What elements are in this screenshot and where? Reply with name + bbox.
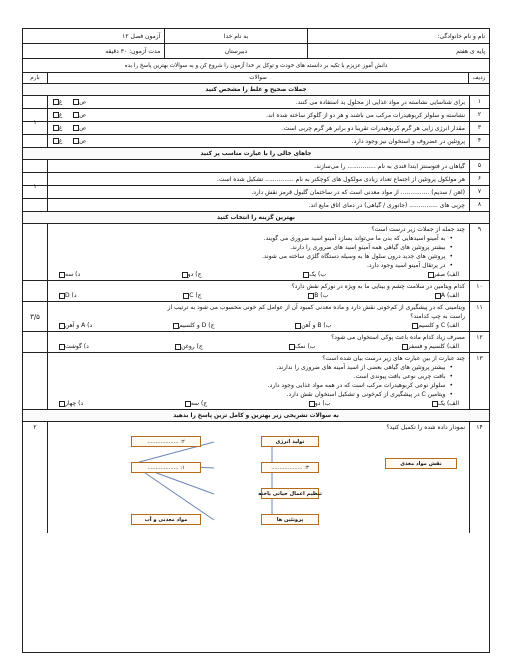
choice[interactable]: الف) صفر [427, 270, 459, 279]
fill-row [23, 199, 489, 212]
question-number: ۶ [469, 173, 489, 185]
question-number: ۱۲ [469, 332, 489, 352]
duration-label: مدت آزمون: ۳۰ دقیقه [105, 47, 161, 55]
tf-options [52, 112, 86, 119]
mc-score: ۳/۵ [30, 313, 40, 321]
bullet-item: • سلولز نوعی کربوهیدرات مرکب است که در همه مواد غذایی وجود دارد. [52, 381, 465, 390]
question-number: ۱۴ [469, 422, 489, 533]
tf-options [52, 125, 86, 132]
bullet-item: • بیشتر پروتئین های گیاهی بعضی از اسید آمینه های ضروری را ندارند. [52, 363, 465, 372]
question-number: ۵ [469, 160, 489, 172]
question-number: ۷ [469, 186, 489, 198]
choice[interactable]: ج) سه [184, 399, 207, 408]
question-stem: چند عبارت از بین عبارت های زیر درست بیان شده است؟ [322, 355, 465, 362]
header-row-1 [23, 29, 489, 44]
tf-score: ۱ [33, 118, 37, 126]
false-option[interactable]: غ [52, 138, 62, 145]
tf-text: نشاسته و سلولز کربوهیدرات مرکب می باشند و هر دو از گلوکز ساخته شده اند. [266, 111, 465, 119]
bullet-item: • پروتئین های جدید درون سلول ها به وسیله دستگاه گلژی ساخته می شوند. [52, 252, 465, 261]
tf-text: مقدار انرژی زایی هر گرم کربوهیدرات تقریبا دو برابر هر گرم چربی است. [281, 124, 465, 132]
false-option[interactable]: غ [52, 112, 62, 119]
tf-row [23, 122, 489, 135]
choice[interactable]: د) D [58, 291, 77, 300]
diagram-blank[interactable]: ۳: ................... [261, 462, 319, 473]
fill-text[interactable]: گیاهان در فتوسنتز ابتدا قندی به نام ............... را می‌سازند. [314, 162, 465, 170]
fill-row [23, 160, 489, 173]
false-option[interactable]: غ [52, 125, 62, 132]
choice[interactable]: د) A و آهن [58, 321, 92, 330]
diagram-node: تولید انرژی [261, 436, 319, 447]
question-number: ۱۳ [469, 353, 489, 409]
section-true-false: جملات صحیح و غلط را مشخص کنید [23, 84, 489, 96]
diagram-blank[interactable]: ۱: ................... [131, 462, 201, 473]
q14-score: ۲ [33, 424, 37, 431]
mc-question [23, 332, 489, 353]
concept-diagram [52, 432, 465, 532]
bullet-item: • ویتامین C در پیشگیری از کم‌خونی و تشکیل استخوان نقش دارد. [52, 390, 465, 399]
question-number: ۹ [469, 224, 489, 280]
choice[interactable]: ب) دو [308, 399, 330, 408]
question-number: ۳ [469, 122, 489, 134]
tf-text: برای شناسایی نشاسته در مواد غذایی از محلول ید استفاده می کنند. [295, 98, 465, 106]
diagram-blank[interactable]: ۲: ................... [131, 436, 201, 447]
tf-row [23, 96, 489, 109]
choice[interactable]: الف) یک [431, 399, 459, 408]
fill-text[interactable]: چربی های ............... (جانوری / گیاهی) در دمای اتاق مایع اند. [308, 201, 465, 209]
choice[interactable]: د) گوشت [58, 342, 89, 351]
choice[interactable]: ج) C [182, 291, 201, 300]
bullet-item: • بیشتر پروتئین های گیاهی همه آمینو اسید های ضروری را دارند. [52, 243, 465, 252]
true-option[interactable]: ص [72, 125, 86, 132]
choice[interactable]: ب) یک [302, 270, 326, 279]
question-stem: ویتامینی که در پیشگیری از کم‌خونی نقش دارد و ماده معدنی کمبود آن از عوامل کم خونی محسوب می شود به ترتیب از [167, 304, 465, 311]
choice[interactable]: د) سه [58, 270, 80, 279]
intro-text: دانش آموز عزیزم با تکیه بر دانسته های خودت و توکل بر خدا آزمون را شروع کن و به سوالات بهترین پاسخ را بده [23, 59, 489, 73]
bullet-item: • بافت چربی نوعی بافت پیوندی است. [52, 372, 465, 381]
true-option[interactable]: ص [72, 138, 86, 145]
question-number: ۱۰ [469, 281, 489, 301]
question-number: ۱۱ [469, 302, 489, 331]
choice[interactable]: ج) D و کلسیم [172, 321, 214, 330]
choice[interactable]: الف) A [434, 291, 459, 300]
fill-block [23, 160, 489, 212]
choices [52, 270, 465, 279]
name-label: نام و نام خانوادگی: [307, 29, 489, 43]
fill-text[interactable]: هر مولکول پروتئین از اجتماع تعداد زیادی مولکول های کوچکتر به نام ............... تشکیل شده است. [216, 175, 465, 183]
mc-question [23, 302, 489, 332]
choice[interactable]: ب) B [307, 291, 328, 300]
question-stem: کدام ویتامین در سلامت چشم و بینایی ما به ویژه در نورکم نقش دارد؟ [291, 283, 465, 290]
diagram-node: مواد معدنی و آب [131, 514, 201, 525]
tf-options [52, 138, 86, 145]
col-score: بارم [30, 75, 40, 81]
grade-label: پایه ی هفتم [307, 44, 489, 58]
diagram-node: تنظیم اعمال حیاتی یاخته [261, 488, 319, 499]
choice[interactable]: ج) دو [181, 270, 202, 279]
choice[interactable]: ب) B و آهن [294, 321, 331, 330]
question-number: ۱ [469, 96, 489, 108]
center-node: نقش مواد مغذی [385, 458, 457, 469]
mc-question [23, 353, 489, 410]
section-multiple-choice: بهترین گزینه را انتخاب کنید [23, 212, 489, 224]
fill-row [23, 186, 489, 199]
descriptive-question [23, 422, 489, 533]
bullet-item: • به آمینو اسیدهایی که بدن ما می‌تواند بسازد آمینو اسید ضروری می گویند. [52, 234, 465, 243]
exam-sheet [22, 28, 490, 653]
header-row-2 [23, 44, 489, 59]
section-fill-blank: جاهای خالی را با عبارت مناسب پر کنید [23, 148, 489, 160]
fill-score: ۱ [33, 182, 37, 190]
choice[interactable]: د) چهار [58, 399, 83, 408]
tf-row [23, 109, 489, 122]
choices [52, 342, 465, 351]
choices [52, 321, 465, 330]
mc-block [23, 224, 489, 410]
tf-options [52, 99, 86, 106]
column-header [23, 73, 489, 84]
choice[interactable]: ج) روغن [174, 342, 203, 351]
choice[interactable]: الف) کلسیم و فسفر [401, 342, 459, 351]
true-option[interactable]: ص [72, 112, 86, 119]
school-label: دبیرستان [164, 44, 306, 58]
choices [52, 399, 465, 408]
fill-row [23, 173, 489, 186]
question-stem: چند جمله از جملات زیر درست است؟ [371, 226, 465, 233]
tf-text: پروتئین در عضروف و استخوان نیز وجود دارد. [351, 137, 465, 145]
choice[interactable]: ب) نمک [288, 342, 315, 351]
question-number: ۲ [469, 109, 489, 121]
exam-title: آزمون فصل ۱۲ [122, 32, 161, 40]
mc-question [23, 224, 489, 281]
bullet-item: • در پرتقال آمینو اسید وجود دارد. [52, 261, 465, 270]
question-stem: مصرف زیاد کدام ماده باعث پوکی استخوان می شود؟ [331, 334, 465, 341]
question-stem: نمودار داده شده را تکمیل کنید؟ [386, 424, 465, 431]
mc-question [23, 281, 489, 302]
question-number: ۸ [469, 199, 489, 211]
true-option[interactable]: ص [72, 99, 86, 106]
question-number: ۴ [469, 135, 489, 147]
col-num: ردیف [468, 73, 489, 83]
fill-text[interactable]: (آهن / سدیم) ............... از مواد معدنی است که در ساختمان گلبول قرمز نقش دارد. [251, 188, 465, 196]
col-questions: سوالات [47, 73, 468, 83]
choice[interactable]: الف) C و کلسیم [411, 321, 459, 330]
diagram-node: پروتئین ها [261, 514, 319, 525]
question-stem-continued: راست به چپ کدامند؟ [410, 313, 465, 320]
section-descriptive: به سوالات تشریحی زیر بهترین و کامل ترین پاسخ را بدهید [23, 410, 489, 422]
tf-block [23, 96, 489, 148]
in-name-label: به نام خدا [164, 29, 306, 43]
tf-row [23, 135, 489, 148]
false-option[interactable]: غ [52, 99, 62, 106]
choices [52, 291, 465, 300]
